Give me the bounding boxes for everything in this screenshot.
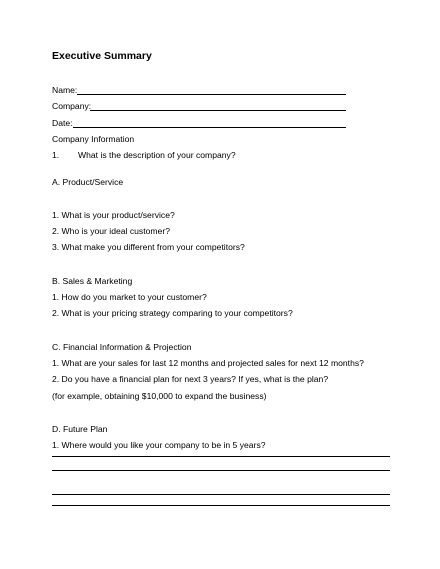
section-d-heading: D. Future Plan bbox=[52, 424, 108, 434]
answer-line[interactable] bbox=[52, 494, 390, 495]
section-d-item: 1. Where would you like your company to be in 5 years? bbox=[52, 440, 266, 450]
name-field[interactable] bbox=[52, 85, 77, 96]
date-field[interactable] bbox=[52, 118, 73, 129]
section-c-note: (for example, obtaining $10,000 to expand the business) bbox=[52, 391, 267, 401]
date-label: Date: bbox=[52, 118, 73, 128]
section-c-heading: C. Financial Information & Projection bbox=[52, 342, 192, 352]
section-b-item: 2. What is your pricing strategy comparing to your competitors? bbox=[52, 308, 293, 318]
section-c-item: 1. What are your sales for last 12 months and projected sales for next 12 months? bbox=[52, 358, 364, 368]
section-c-item: 2. Do you have a financial plan for next 3 years? If yes, what is the plan? bbox=[52, 374, 329, 384]
company-field[interactable] bbox=[52, 101, 91, 112]
section-a-heading: A. Product/Service bbox=[52, 177, 124, 187]
answer-line[interactable] bbox=[52, 505, 390, 506]
section-b-heading: B. Sales & Marketing bbox=[52, 276, 133, 286]
section-b-item: 1. How do you market to your customer? bbox=[52, 292, 207, 302]
company-info-heading: Company Information bbox=[52, 134, 135, 144]
company-info-item-text: What is the description of your company? bbox=[78, 150, 236, 160]
company-info-item-number: 1. bbox=[52, 150, 60, 160]
name-label: Name: bbox=[52, 85, 78, 95]
date-underline bbox=[73, 127, 346, 128]
section-a-item: 3. What make you different from your competitors? bbox=[52, 242, 245, 252]
document-title: Executive Summary bbox=[52, 50, 152, 62]
answer-line[interactable] bbox=[52, 456, 390, 457]
company-info-item bbox=[52, 150, 236, 161]
name-underline bbox=[77, 94, 346, 95]
company-underline bbox=[90, 110, 346, 111]
section-a-item: 2. Who is your ideal customer? bbox=[52, 226, 170, 236]
answer-line[interactable] bbox=[52, 470, 390, 471]
company-label: Company: bbox=[52, 101, 92, 111]
section-a-item: 1. What is your product/service? bbox=[52, 210, 175, 220]
